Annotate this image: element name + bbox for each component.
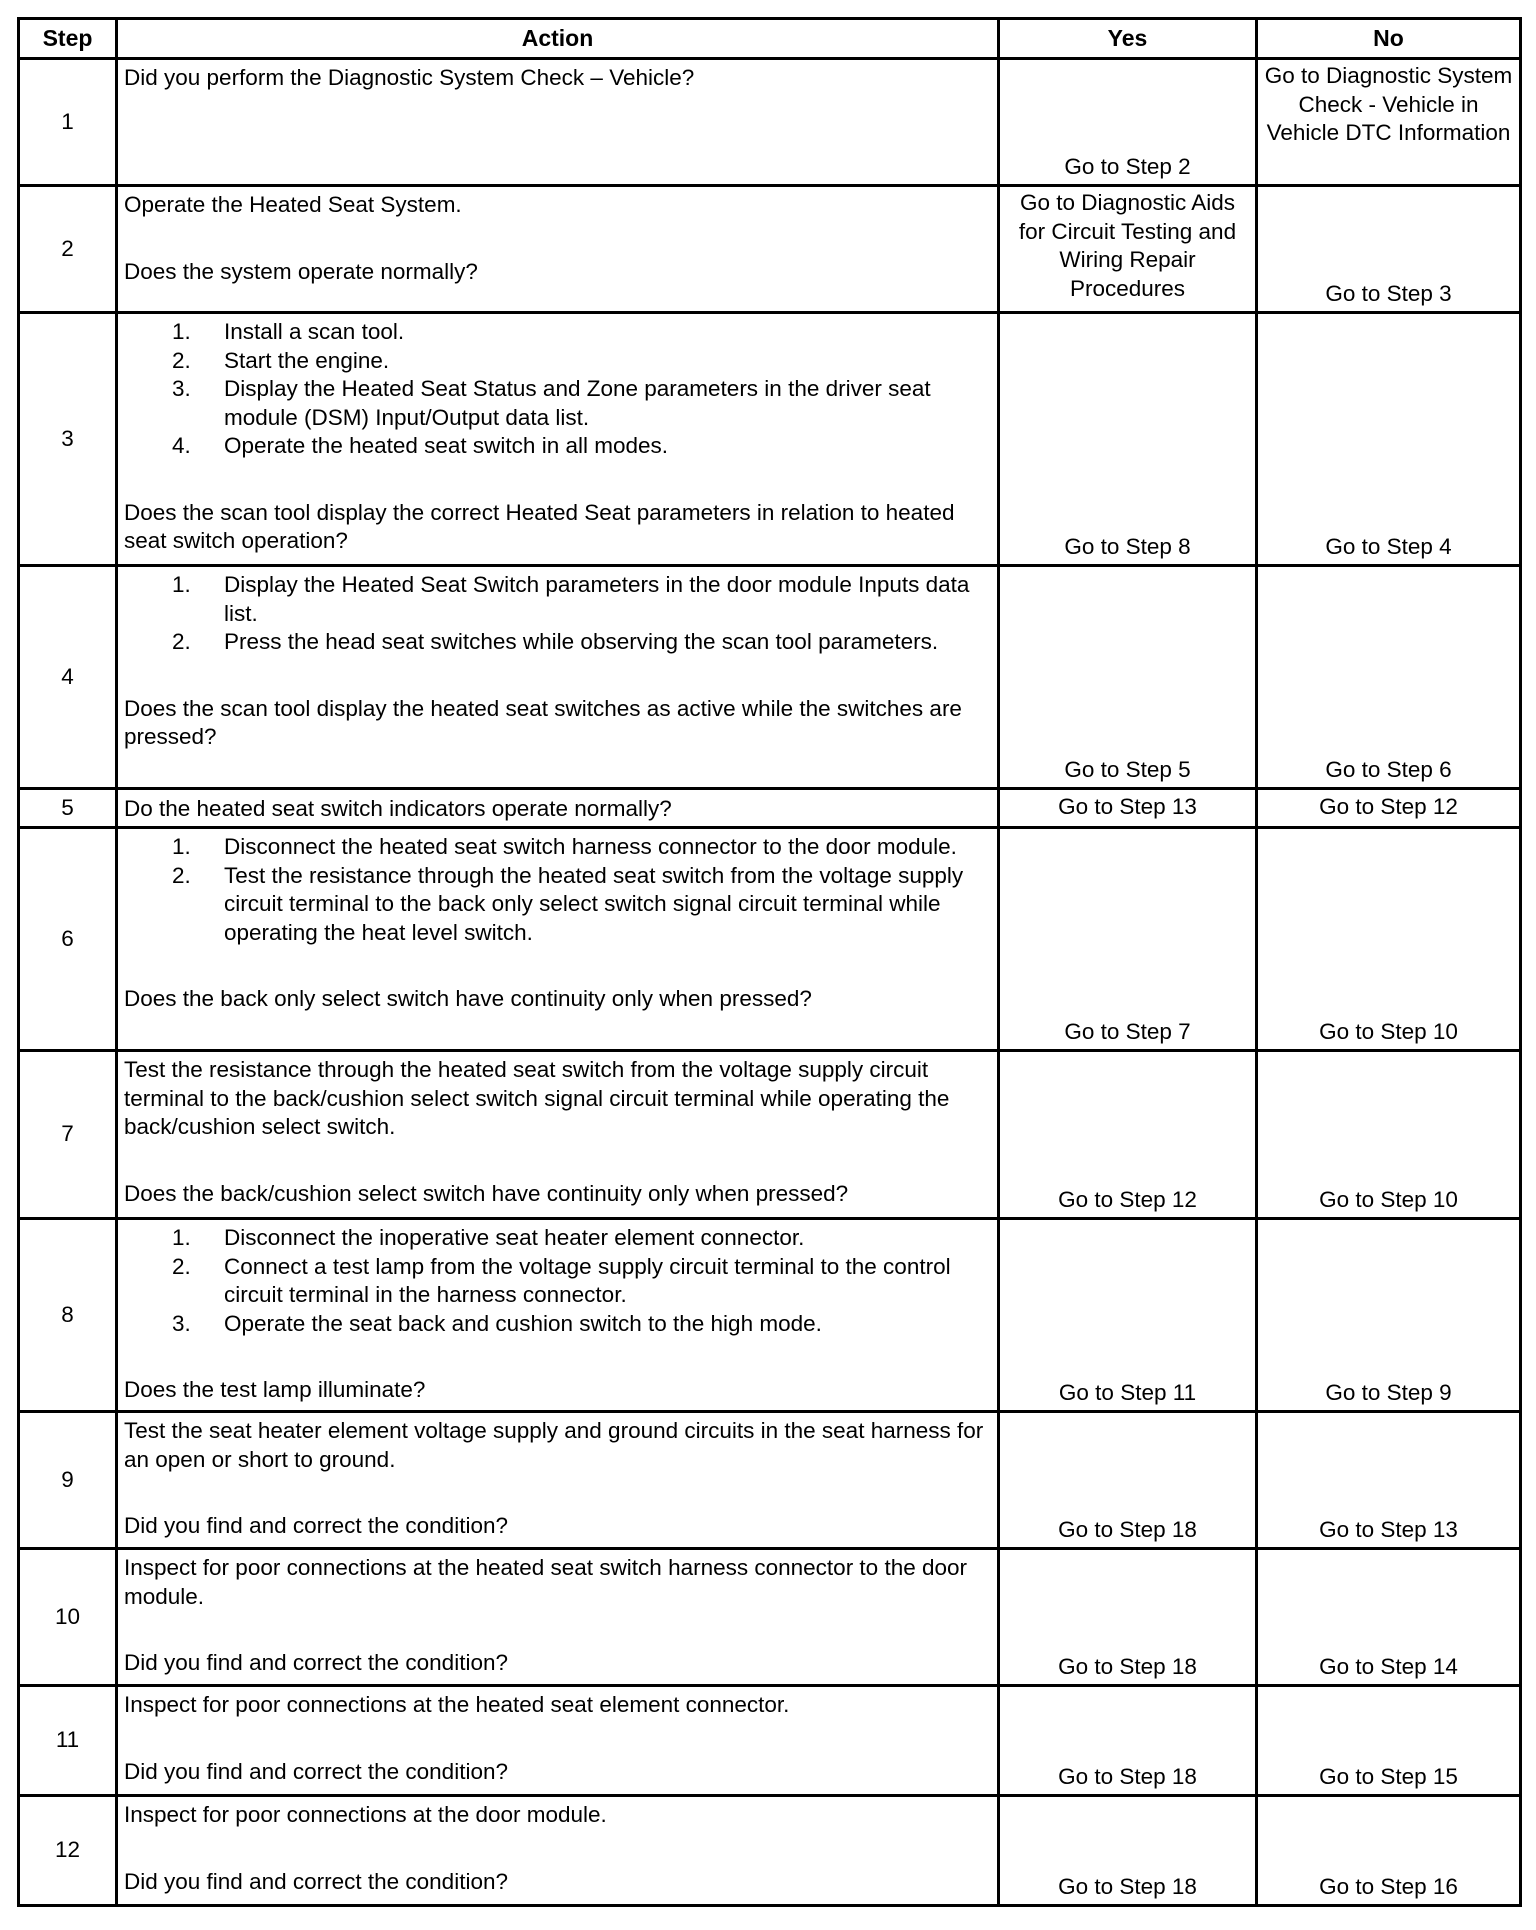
substep-item — [172, 571, 991, 628]
step-number: 6 — [19, 828, 117, 1051]
no-result: Go to Step 3 — [1257, 186, 1521, 313]
table-row — [19, 1549, 1521, 1686]
no-result: Go to Step 12 — [1257, 789, 1521, 828]
action-instruction: Test the seat heater element voltage supply and ground circuits in the seat harness for an open or short to ground. — [124, 1418, 984, 1472]
yes-result: Go to Step 11 — [999, 1219, 1257, 1412]
substep-number: 3. — [172, 376, 191, 401]
spacer — [124, 947, 991, 985]
action-question: Does the back only select switch have continuity only when pressed? — [124, 986, 812, 1011]
step-number: 12 — [19, 1796, 117, 1906]
substep-number: 2. — [172, 347, 191, 373]
substep-text: Press the head seat switches while observing the scan tool parameters. — [224, 629, 939, 654]
spacer — [124, 1142, 991, 1180]
substep-number: 1. — [172, 319, 191, 344]
substep-number: 1. — [172, 572, 191, 597]
action-cell — [117, 789, 999, 828]
table-body — [19, 59, 1521, 1906]
substep-item — [172, 432, 991, 461]
diagnostic-table-page — [17, 17, 1519, 1907]
table-row — [19, 566, 1521, 789]
yes-result: Go to Step 7 — [999, 828, 1257, 1051]
table-row — [19, 59, 1521, 186]
action-cell — [117, 1796, 999, 1906]
header-yes: Yes — [999, 19, 1257, 59]
substep-item — [172, 1310, 991, 1339]
spacer — [124, 1338, 991, 1376]
header-no: No — [1257, 19, 1521, 59]
action-question: Do the heated seat switch indicators operate normally? — [124, 795, 672, 821]
no-result: Go to Step 9 — [1257, 1219, 1521, 1412]
substep-number: 4. — [172, 433, 191, 458]
no-result: Go to Step 13 — [1257, 1412, 1521, 1549]
table-row — [19, 1051, 1521, 1219]
no-result: Go to Step 10 — [1257, 828, 1521, 1051]
action-question: Did you find and correct the condition? — [124, 1513, 508, 1538]
no-result: Go to Step 10 — [1257, 1051, 1521, 1219]
yes-result: Go to Step 2 — [999, 59, 1257, 186]
yes-result: Go to Step 13 — [999, 789, 1257, 828]
action-question: Does the back/cushion select switch have continuity only when pressed? — [124, 1180, 849, 1206]
substep-number: 2. — [172, 629, 191, 654]
action-instruction: Inspect for poor connections at the heated seat element connector. — [124, 1692, 790, 1717]
no-result: Go to Step 15 — [1257, 1686, 1521, 1796]
substep-list — [124, 571, 991, 657]
substep-list — [124, 318, 991, 461]
no-result: Go to Step 14 — [1257, 1549, 1521, 1686]
header-action: Action — [117, 19, 999, 59]
action-cell — [117, 828, 999, 1051]
action-cell — [117, 313, 999, 566]
substep-number: 2. — [172, 1253, 191, 1279]
action-instruction: Test the resistance through the heated seat switch from the voltage supply circuit terminal to the back/cushion select switch signal circuit terminal while operating the back/cushion select switch. — [124, 1057, 950, 1139]
action-instruction: Inspect for poor connections at the heated seat switch harness connector to the door module. — [124, 1555, 968, 1609]
substep-text: Display the Heated Seat Status and Zone parameters in the driver seat module (DSM) Input/Output data list. — [224, 376, 931, 430]
substep-item — [172, 628, 991, 657]
spacer — [124, 461, 991, 499]
table-row — [19, 1686, 1521, 1796]
step-number: 9 — [19, 1412, 117, 1549]
table-row — [19, 1796, 1521, 1906]
step-number: 8 — [19, 1219, 117, 1412]
action-question: Did you perform the Diagnostic System Check – Vehicle? — [124, 65, 695, 90]
substep-list — [124, 1224, 991, 1338]
step-number: 7 — [19, 1051, 117, 1219]
action-question: Does the scan tool display the heated seat switches as active while the switches are pressed? — [124, 695, 962, 749]
action-cell — [117, 566, 999, 789]
yes-result: Go to Diagnostic Aids for Circuit Testing and Wiring Repair Procedures — [999, 186, 1257, 313]
action-cell — [117, 59, 999, 186]
spacer — [124, 657, 991, 695]
substep-item — [172, 318, 991, 347]
table-header-row — [19, 19, 1521, 59]
substep-text: Disconnect the inoperative seat heater element connector. — [224, 1225, 805, 1250]
spacer — [124, 1720, 991, 1758]
action-instruction: Operate the Heated Seat System. — [124, 192, 462, 217]
substep-item — [172, 1224, 991, 1253]
step-number: 1 — [19, 59, 117, 186]
yes-result: Go to Step 12 — [999, 1051, 1257, 1219]
substep-text: Disconnect the heated seat switch harness connector to the door module. — [224, 834, 957, 859]
table-row — [19, 1219, 1521, 1412]
action-cell — [117, 186, 999, 313]
yes-result: Go to Step 8 — [999, 313, 1257, 566]
spacer — [124, 220, 991, 258]
table-row — [19, 186, 1521, 313]
diagnostic-table — [17, 17, 1522, 1907]
substep-list — [124, 833, 991, 947]
yes-result: Go to Step 18 — [999, 1549, 1257, 1686]
spacer — [124, 1474, 991, 1512]
step-number: 10 — [19, 1549, 117, 1686]
substep-text: Test the resistance through the heated seat switch from the voltage supply circuit terminal to the back only select switch signal circuit terminal while operating the heat level switch. — [224, 862, 964, 945]
no-result: Go to Step 4 — [1257, 313, 1521, 566]
action-question: Does the test lamp illuminate? — [124, 1377, 426, 1402]
table-row — [19, 313, 1521, 566]
action-cell — [117, 1412, 999, 1549]
substep-number: 1. — [172, 1225, 191, 1250]
header-step: Step — [19, 19, 117, 59]
spacer — [124, 1611, 991, 1649]
substep-text: Start the engine. — [224, 347, 390, 373]
yes-result: Go to Step 18 — [999, 1412, 1257, 1549]
table-row — [19, 1412, 1521, 1549]
action-question: Did you find and correct the condition? — [124, 1758, 508, 1784]
action-cell — [117, 1219, 999, 1412]
substep-number: 2. — [172, 862, 191, 888]
action-cell — [117, 1686, 999, 1796]
substep-item — [172, 375, 991, 432]
spacer — [124, 1830, 991, 1868]
no-result: Go to Step 6 — [1257, 566, 1521, 789]
action-question: Did you find and correct the condition? — [124, 1868, 508, 1894]
action-cell — [117, 1549, 999, 1686]
no-result: Go to Diagnostic System Check - Vehicle in Vehicle DTC Information — [1257, 59, 1521, 186]
step-number: 11 — [19, 1686, 117, 1796]
table-row — [19, 828, 1521, 1051]
substep-text: Install a scan tool. — [224, 319, 405, 344]
yes-result: Go to Step 18 — [999, 1796, 1257, 1906]
action-question: Did you find and correct the condition? — [124, 1650, 508, 1675]
step-number: 4 — [19, 566, 117, 789]
substep-number: 3. — [172, 1310, 191, 1336]
substep-text: Operate the seat back and cushion switch to the high mode. — [224, 1310, 822, 1336]
action-cell — [117, 1051, 999, 1219]
substep-text: Operate the heated seat switch in all modes. — [224, 433, 669, 458]
substep-text: Connect a test lamp from the voltage supply circuit terminal to the control circuit terminal in the harness connector. — [224, 1253, 951, 1307]
substep-text: Display the Heated Seat Switch parameters in the door module Inputs data list. — [224, 572, 970, 626]
yes-result: Go to Step 5 — [999, 566, 1257, 789]
substep-item — [172, 862, 991, 948]
table-row — [19, 789, 1521, 828]
action-instruction: Inspect for poor connections at the door module. — [124, 1802, 607, 1827]
substep-number: 1. — [172, 834, 191, 859]
step-number: 5 — [19, 789, 117, 828]
substep-item — [172, 347, 991, 376]
substep-item — [172, 833, 991, 862]
action-question: Does the system operate normally? — [124, 258, 478, 284]
no-result: Go to Step 16 — [1257, 1796, 1521, 1906]
step-number: 3 — [19, 313, 117, 566]
yes-result: Go to Step 18 — [999, 1686, 1257, 1796]
action-question: Does the scan tool display the correct Heated Seat parameters in relation to heated seat switch operation? — [124, 499, 955, 553]
substep-item — [172, 1253, 991, 1310]
step-number: 2 — [19, 186, 117, 313]
